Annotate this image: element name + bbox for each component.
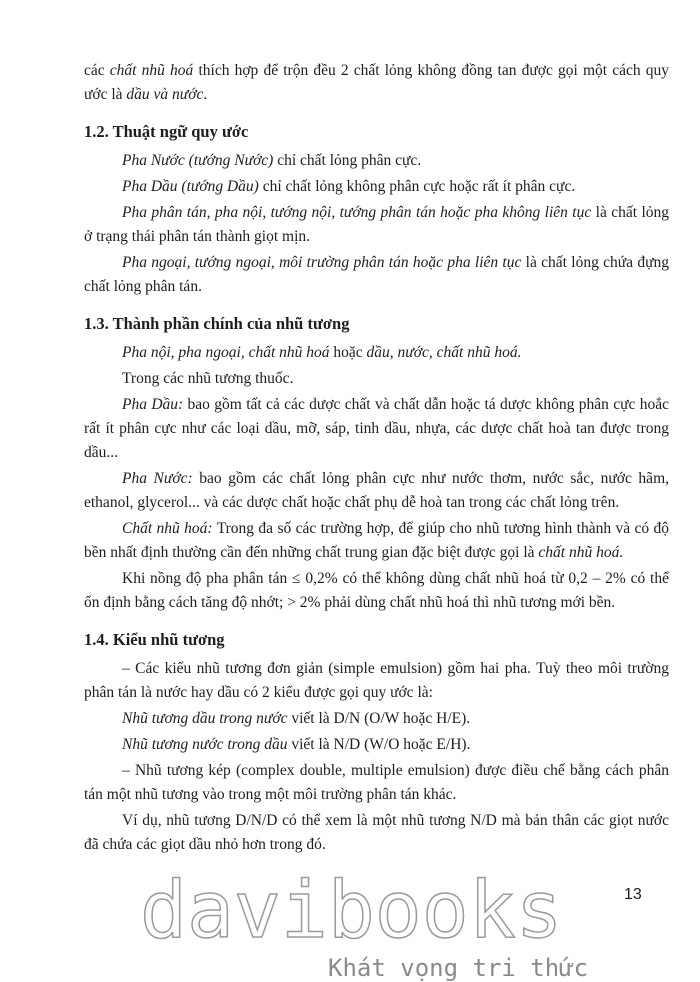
text-run: là chất lỏng chứa đựng chất lỏng phân tán. <box>84 254 670 295</box>
paragraph <box>84 149 669 173</box>
section-heading: 1.3. Thành phần chính của nhũ tương <box>84 314 350 333</box>
paragraph <box>84 759 669 807</box>
paragraph <box>84 341 669 365</box>
paragraph <box>84 201 669 249</box>
paragraph <box>84 367 669 391</box>
text-run: bao gồm các chất lỏng phân cực như nước thơm, nước sắc, nước hãm, ethanol, glycerol... và các dược chất hoặc chất phụ dễ hoà tan trong các chất lỏng trên. <box>84 470 669 511</box>
paragraph <box>84 733 669 757</box>
text-run: hoặc <box>329 344 367 361</box>
section-emulsion-types <box>84 627 669 857</box>
paragraph <box>84 393 669 465</box>
text-run: – Các kiểu nhũ tương đơn giản (simple emulsion) gồm hai pha. Tuỳ theo môi trường phân tán là nước hay dầu có 2 kiểu được gọi quy ước là: <box>84 660 669 701</box>
paragraph <box>84 517 669 565</box>
italic-term: dầu và nước <box>126 86 204 103</box>
paragraph <box>84 567 669 615</box>
text-run: Trong đa số các trường hợp, để giúp cho nhũ tương hình thành và có độ bền nhất định thường cần đến những chất trung gian đặc biệt được gọi là <box>84 520 670 561</box>
text-run: Trong các nhũ tương thuốc. <box>122 370 294 387</box>
paragraph <box>84 467 669 515</box>
text-run: . <box>203 86 208 103</box>
paragraph <box>84 251 669 299</box>
text-run: bao gồm tất cả các dược chất và chất dẫn hoặc tá dược không phân cực hoắc rất ít phân cực như các loại dầu, mỡ, sáp, tinh dầu, nhựa, các dược chất hoà tan được trong dầu... <box>84 396 669 461</box>
paragraph <box>84 59 669 107</box>
paragraph <box>84 657 669 705</box>
italic-term: chất nhũ hoá. <box>538 544 624 561</box>
watermark-logo: davibooks <box>140 866 563 956</box>
text-run: – Nhũ tương kép (complex double, multiple emulsion) được điều chế bằng cách phân tán một nhũ tương vào trong một môi trường phân tán khác. <box>84 762 669 803</box>
text-run: thích hợp để trộn đều 2 chất lỏng không đồng tan được gọi một cách quy ước là <box>84 62 670 103</box>
italic-term: Pha ngoại, tướng ngoại, môi trường phân tán hoặc pha liên tục <box>122 254 522 271</box>
text-run: Khi nồng độ pha phân tán ≤ 0,2% có thể không dùng chất nhũ hoá từ 0,2 – 2% có thể ổn định bằng cách tăng độ nhớt; > 2% phải dùng chất nhũ hoá thì nhũ tương mới bền. <box>84 570 669 611</box>
section-components <box>84 311 669 615</box>
italic-term: Pha Dầu: <box>122 396 184 413</box>
italic-term: chất nhũ hoá <box>109 62 194 79</box>
text-run: chỉ chất lỏng không phân cực hoặc rất ít phân cực. <box>258 178 576 195</box>
section-terminology <box>84 119 669 299</box>
page-number: 13 <box>624 886 642 903</box>
italic-term: Chất nhũ hoá: <box>122 520 213 537</box>
text-run: chỉ chất lỏng phân cực. <box>273 152 422 169</box>
paragraph <box>84 707 669 731</box>
paragraph <box>84 175 669 199</box>
italic-term: Pha nội, pha ngoại, chất nhũ hoá <box>122 344 330 361</box>
section-heading: 1.4. Kiểu nhũ tương <box>84 630 225 649</box>
italic-term: Nhũ tương dầu trong nước <box>122 710 288 727</box>
italic-term: Pha phân tán, pha nội, tướng nội, tướng phân tán hoặc pha không liên tục <box>122 204 592 221</box>
italic-term: Pha Nước (tướng Nước) <box>122 152 274 169</box>
italic-term: dầu, nước, chất nhũ hoá. <box>366 344 522 361</box>
paragraph <box>84 809 669 857</box>
text-run: các <box>84 62 110 79</box>
text-run: là chất lỏng ở trạng thái phân tán thành giọt mịn. <box>84 204 670 245</box>
page-footer <box>84 866 669 982</box>
text-run: viết là N/D (W/O hoặc E/H). <box>287 736 471 753</box>
text-run: viết là D/N (O/W hoặc H/E). <box>287 710 471 727</box>
watermark-slogan: Khát vọng tri thức <box>328 954 589 982</box>
text-run: Ví dụ, nhũ tương D/N/D có thể xem là một nhũ tương N/D mà bản thân các giọt nước đã chứa các giọt dầu nhỏ hơn trong đó. <box>84 812 669 853</box>
italic-term: Pha Dầu (tướng Dầu) <box>122 178 259 195</box>
italic-term: Pha Nước: <box>122 470 193 487</box>
section-heading: 1.2. Thuật ngữ quy ước <box>84 122 249 141</box>
intro-block <box>84 59 669 107</box>
italic-term: Nhũ tương nước trong dầu <box>122 736 288 753</box>
